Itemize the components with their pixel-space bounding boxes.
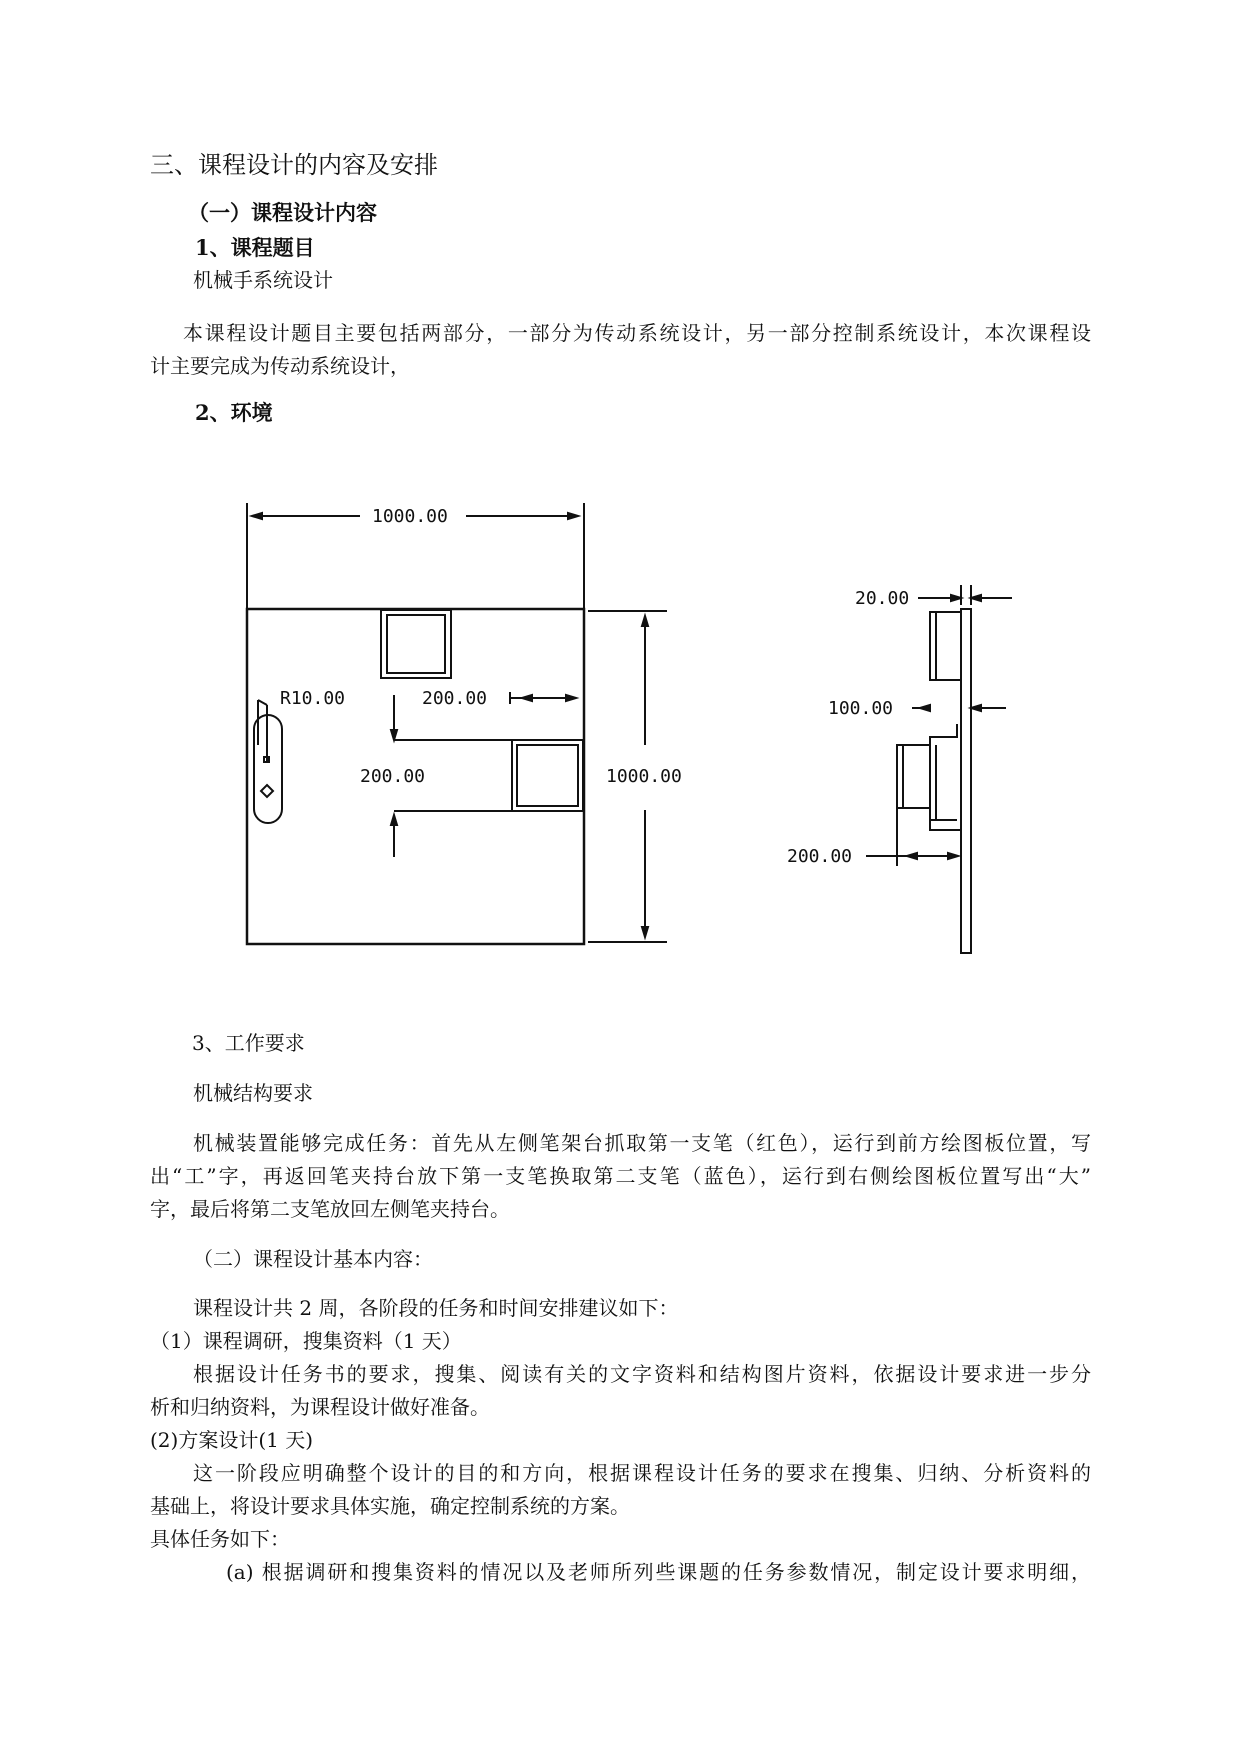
schedule-intro: 课程设计共 2 周，各阶段的任务和时间安排建议如下：: [193, 1296, 679, 1320]
front-width-label: 1000.00: [372, 506, 448, 527]
side-thickness-label: 20.00: [855, 588, 910, 609]
front-radius-label: R10.00: [280, 688, 346, 709]
intro-line-1: 本课程设计题目主要包括两部分，一部分为传动系统设计，另一部分控制系统设计，本次课程设: [183, 321, 1091, 345]
step-1-title: （1）课程调研，搜集资料（1 天）: [150, 1329, 462, 1353]
step-2-line-1: 这一阶段应明确整个设计的目的和方向，根据课程设计任务的要求在搜集、归纳、分析资料的: [193, 1461, 1091, 1485]
item-3-title: 3、工作要求: [192, 1031, 305, 1055]
step-2-line-2: 基础上，将设计要求具体实施，确定控制系统的方案。: [150, 1494, 630, 1518]
section-title: 三、课程设计的内容及安排: [150, 151, 438, 179]
step-2-title: (2)方案设计(1 天): [150, 1428, 314, 1452]
side-bottom-label: 200.00: [787, 846, 853, 867]
item-1-title: 1、课程题目: [195, 235, 315, 260]
item-2-title: 2、环境: [195, 400, 273, 425]
task-a: (a) 根据调研和搜集资料的情况以及老师所列些课题的任务参数情况，制定设计要求明细，: [226, 1560, 1091, 1584]
tasks-title: 具体任务如下：: [150, 1527, 290, 1551]
step-1-line-1: 根据设计任务书的要求，搜集、阅读有关的文字资料和结构图片资料，依据设计要求进一步分: [193, 1362, 1091, 1386]
pen-holder-top: [381, 610, 451, 678]
pen-holder-right: [512, 740, 583, 811]
side-depth-label: 100.00: [828, 698, 894, 719]
board-side: [961, 609, 971, 953]
item-1-text: 机械手系统设计: [193, 268, 333, 292]
mech-line-1: 机械装置能够完成任务：首先从左侧笔架台抓取第一支笔（红色），运行到前方绘图板位置，写: [193, 1131, 1091, 1155]
mech-line-2: 出“工”字，再返回笔夹持台放下第一支笔换取第二支笔（蓝色），运行到右侧绘图板位置写出“大”: [150, 1164, 1091, 1188]
mech-title: 机械结构要求: [193, 1081, 313, 1105]
intro-line-2: 计主要完成为传动系统设计，: [150, 354, 410, 378]
mech-line-3: 字，最后将第二支笔放回左侧笔夹持台。: [150, 1197, 510, 1221]
front-height-label: 1000.00: [606, 766, 682, 787]
subsection-title-2: （二）课程设计基本内容：: [193, 1247, 433, 1271]
front-spacing-label: 200.00: [360, 766, 426, 787]
front-offset-label: 200.00: [422, 688, 488, 709]
subsection-title-1: （一）课程设计内容: [188, 200, 377, 225]
step-1-line-2: 析和归纳资料，为课程设计做好准备。: [150, 1395, 490, 1419]
